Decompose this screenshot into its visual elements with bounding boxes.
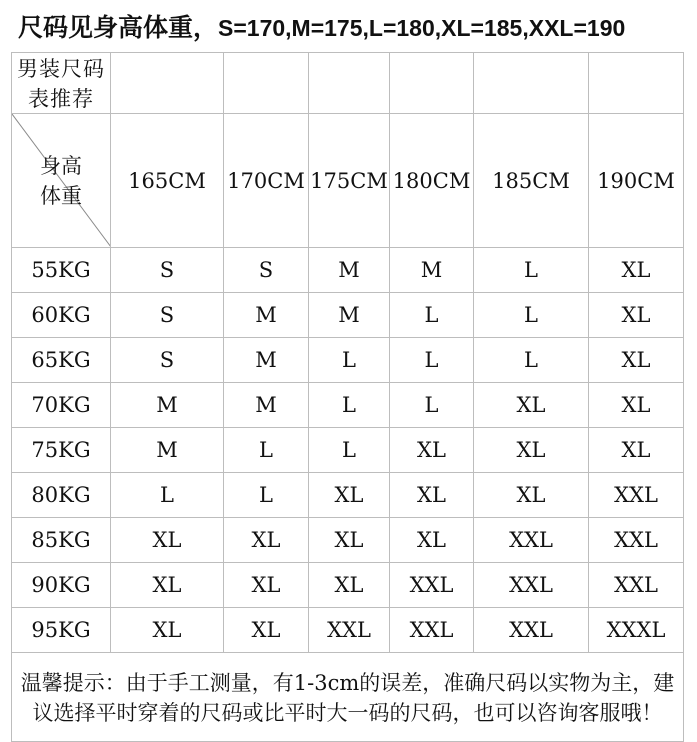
size-cell: L <box>390 293 474 338</box>
empty-cell <box>309 53 390 114</box>
size-cell: XXL <box>589 473 684 518</box>
table-row <box>12 293 684 338</box>
weight-label: 75KG <box>12 428 111 473</box>
table-row <box>12 608 684 653</box>
size-cell: XL <box>111 518 224 563</box>
weight-label: 55KG <box>12 248 111 293</box>
size-cell: XL <box>589 383 684 428</box>
size-cell: XXL <box>474 518 589 563</box>
size-cell: XL <box>589 293 684 338</box>
empty-cell <box>224 53 309 114</box>
weight-label: 80KG <box>12 473 111 518</box>
page-title <box>18 8 625 48</box>
size-cell: M <box>111 383 224 428</box>
corner-height-label: 身高 <box>40 153 82 178</box>
height-header: 175CM <box>309 114 390 248</box>
empty-cell <box>390 53 474 114</box>
caption-row <box>12 53 684 114</box>
size-cell: XL <box>309 473 390 518</box>
size-cell: XL <box>589 248 684 293</box>
size-cell: XL <box>309 563 390 608</box>
size-cell: S <box>111 248 224 293</box>
table-row <box>12 473 684 518</box>
size-cell: XXXL <box>589 608 684 653</box>
size-cell: M <box>111 428 224 473</box>
size-cell: XL <box>474 383 589 428</box>
corner-weight-label: 体重 <box>40 183 82 208</box>
size-cell: M <box>390 248 474 293</box>
corner-label <box>12 151 110 211</box>
corner-cell <box>12 114 111 248</box>
size-cell: L <box>309 428 390 473</box>
size-cell: M <box>224 338 309 383</box>
size-cell: XL <box>589 428 684 473</box>
size-cell: XXL <box>309 608 390 653</box>
table-row <box>12 383 684 428</box>
title-chinese: 尺码见身高体重， <box>18 13 219 42</box>
empty-cell <box>474 53 589 114</box>
height-header: 165CM <box>111 114 224 248</box>
size-cell: XL <box>224 563 309 608</box>
size-cell: L <box>309 383 390 428</box>
size-cell: XXL <box>390 608 474 653</box>
size-cell: S <box>111 293 224 338</box>
size-cell: XXL <box>390 563 474 608</box>
tip-note: 温馨提示：由于手工测量，有1-3cm的误差，准确尺码以实物为主，建议选择平时穿着的尺码或比平时大一码的尺码，也可以咨询客服哦！ <box>12 653 684 742</box>
size-cell: S <box>224 248 309 293</box>
size-cell: S <box>111 338 224 383</box>
size-cell: XXL <box>589 563 684 608</box>
height-header: 185CM <box>474 114 589 248</box>
size-cell: L <box>474 293 589 338</box>
size-cell: XL <box>589 338 684 383</box>
size-cell: XXL <box>474 608 589 653</box>
size-cell: XL <box>390 428 474 473</box>
height-header: 190CM <box>589 114 684 248</box>
size-cell: L <box>474 338 589 383</box>
table-row <box>12 428 684 473</box>
weight-label: 90KG <box>12 563 111 608</box>
table-row <box>12 563 684 608</box>
size-cell: M <box>224 383 309 428</box>
size-cell: M <box>224 293 309 338</box>
height-header-row <box>12 114 684 248</box>
title-size-spec: S=170,M=175,L=180,XL=185,XXL=190 <box>218 15 626 41</box>
size-chart-table <box>11 52 684 742</box>
size-cell: L <box>309 338 390 383</box>
weight-label: 65KG <box>12 338 111 383</box>
size-cell: L <box>474 248 589 293</box>
weight-label: 95KG <box>12 608 111 653</box>
size-cell: XXL <box>589 518 684 563</box>
table-caption: 男装尺码表推荐 <box>12 53 111 114</box>
weight-label: 85KG <box>12 518 111 563</box>
size-cell: XL <box>111 608 224 653</box>
table-row <box>12 248 684 293</box>
note-row <box>12 653 684 742</box>
size-cell: M <box>309 293 390 338</box>
size-cell: L <box>224 473 309 518</box>
weight-label: 70KG <box>12 383 111 428</box>
empty-cell <box>589 53 684 114</box>
size-cell: L <box>224 428 309 473</box>
table-row <box>12 338 684 383</box>
height-header: 170CM <box>224 114 309 248</box>
empty-cell <box>111 53 224 114</box>
size-cell: XL <box>309 518 390 563</box>
size-cell: L <box>390 338 474 383</box>
size-cell: XL <box>474 473 589 518</box>
size-cell: XL <box>474 428 589 473</box>
height-header: 180CM <box>390 114 474 248</box>
size-cell: XXL <box>474 563 589 608</box>
size-cell: XL <box>111 563 224 608</box>
size-cell: XL <box>224 608 309 653</box>
weight-label: 60KG <box>12 293 111 338</box>
size-cell: XL <box>390 473 474 518</box>
table-row <box>12 518 684 563</box>
size-cell: XL <box>390 518 474 563</box>
size-cell: L <box>390 383 474 428</box>
size-cell: XL <box>224 518 309 563</box>
size-cell: L <box>111 473 224 518</box>
size-cell: M <box>309 248 390 293</box>
